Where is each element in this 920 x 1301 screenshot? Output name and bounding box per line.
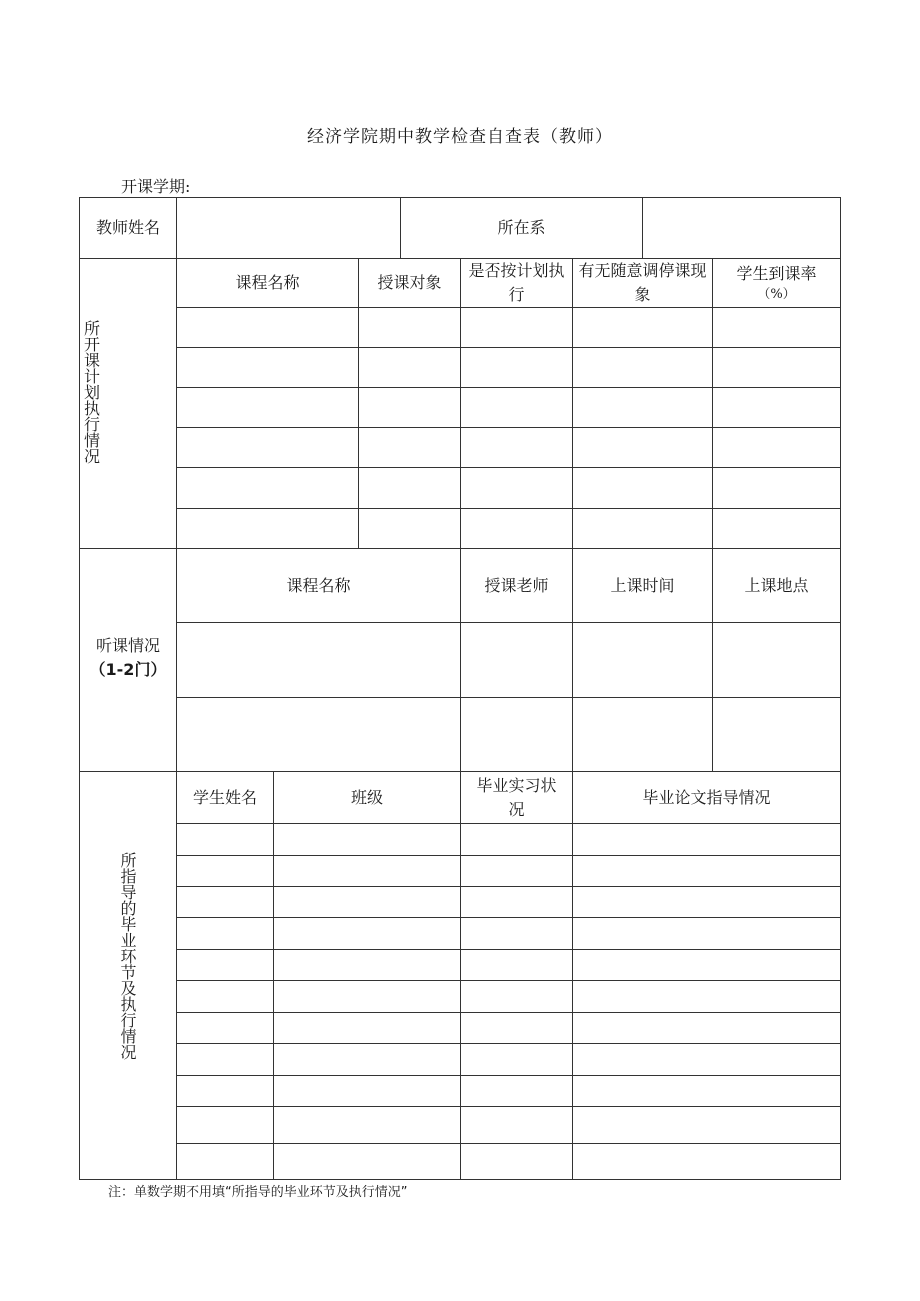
department-label: 所在系 — [497, 218, 546, 237]
s3-col-student-name: 学生姓名 — [192, 787, 257, 807]
department-field[interactable] — [643, 198, 840, 258]
s1-col-adjustments: 有无随意调停课现象 — [578, 261, 707, 304]
section2-label-count: （1-2门） — [89, 660, 167, 679]
page-title: 经济学院期中教学检查自查表（教师） — [307, 127, 613, 147]
s2-col-teacher: 授课老师 — [484, 575, 549, 595]
section3-label: 所指导的毕业环节及执行情况 — [118, 852, 137, 1060]
footnote: 注：单数学期不用填“所指导的毕业环节及执行情况” — [108, 1185, 408, 1200]
s1-col-attendance-text: 学生到课率 — [736, 264, 817, 283]
s1-col-attendance — [713, 259, 840, 307]
s2-col-course-name: 课程名称 — [286, 575, 351, 595]
s2-col-time: 上课时间 — [610, 575, 675, 595]
teacher-name-label: 教师姓名 — [95, 218, 160, 237]
semester-label: 开课学期: — [121, 177, 191, 196]
section1-label: 所开课计划执行情况 — [81, 320, 101, 464]
s2-col-place: 上课地点 — [744, 575, 809, 595]
s3-col-thesis: 毕业论文指导情况 — [642, 787, 771, 807]
s1-col-target: 授课对象 — [377, 273, 442, 292]
teacher-name-field[interactable] — [177, 198, 400, 258]
section2-label — [80, 630, 176, 686]
s1-col-attendance-unit: （%） — [757, 287, 796, 302]
section2-label-text: 听课情况 — [95, 636, 160, 655]
s3-col-class: 班级 — [350, 787, 383, 807]
s1-col-course-name: 课程名称 — [235, 273, 300, 292]
s1-col-as-planned: 是否按计划执行 — [468, 261, 565, 304]
s3-col-internship: 毕业实习状况 — [476, 775, 557, 819]
